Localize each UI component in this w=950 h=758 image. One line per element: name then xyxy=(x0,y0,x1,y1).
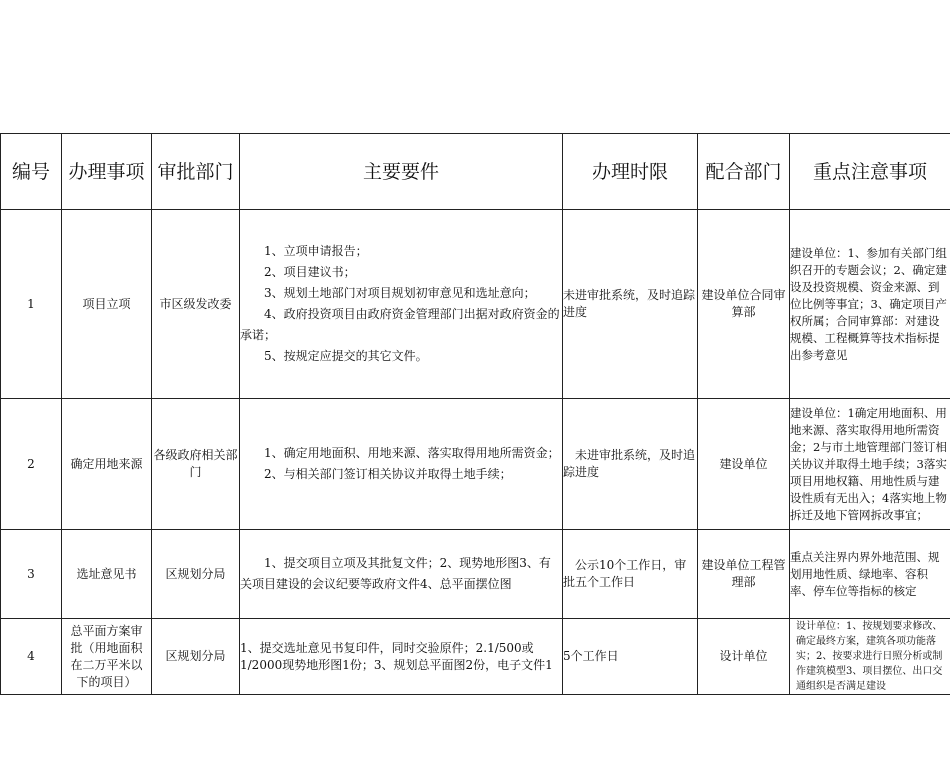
table-row xyxy=(1,530,950,619)
row-time: 5个工作日 xyxy=(563,619,698,695)
row-num: 3 xyxy=(1,530,62,619)
doc-line: 3、规划土地部门对项目规划初审意见和选址意向； xyxy=(264,286,536,300)
row-item: 总平面方案审批（用地面积在二万平米以下的项目） xyxy=(62,619,152,695)
row-dept: 区规划分局 xyxy=(152,619,240,695)
doc-line: 1、提交选址意见书复印件，同时交验原件；2.1/500或1/2000现势地形图1份；3、规划总平面图2份，电子文件1 xyxy=(240,640,553,672)
doc-line: 1、立项申请报告； xyxy=(264,244,368,258)
header-dept: 审批部门 xyxy=(152,134,240,210)
header-time: 办理时限 xyxy=(563,134,698,210)
table-row xyxy=(1,210,950,399)
header-item: 办理事项 xyxy=(62,134,152,210)
row-dept: 市区级发改委 xyxy=(152,210,240,399)
row-docs xyxy=(240,399,563,530)
doc-line: 2、项目建议书； xyxy=(264,265,356,279)
row-docs xyxy=(240,619,563,695)
row-notes: 建设单位：1确定用地面积、用地来源、落实取得用地所需资金；2与市土地管理部门签订相关协议并取得土地手续；3落实项目用地权籍、用地性质与建设性质有无出入；4落实地上物拆迁及地下管网拆改事宜； xyxy=(790,399,950,530)
doc-line: 1、确定用地面积、用地来源、落实取得用地所需资金； xyxy=(264,446,560,460)
doc-line: 4、政府投资项目由政府资金管理部门出据对政府资金的承诺； xyxy=(240,307,560,342)
row-dept: 区规划分局 xyxy=(152,530,240,619)
row-docs xyxy=(240,210,563,399)
row-coop: 设计单位 xyxy=(698,619,790,695)
row-notes: 建设单位：1、参加有关部门组织召开的专题会议；2、确定建设及投资规模、资金来源、到位比例等事宜；3、确定项目产权所属；合同审算部：对建设规模、工程概算等技术指标提出参考意见 xyxy=(790,210,950,399)
doc-line: 1、提交项目立项及其批复文件；2、现势地形图3、有关项目建设的会议纪要等政府文件4、总平面摆位图 xyxy=(240,556,551,591)
row-item: 确定用地来源 xyxy=(62,399,152,530)
row-dept: 各级政府相关部门 xyxy=(152,399,240,530)
row-docs xyxy=(240,530,563,619)
approval-table xyxy=(0,133,950,695)
doc-line: 5、按规定应提交的其它文件。 xyxy=(264,349,428,363)
header-notes: 重点注意事项 xyxy=(790,134,950,210)
row-coop: 建设单位合同审算部 xyxy=(698,210,790,399)
row-coop: 建设单位 xyxy=(698,399,790,530)
row-time: 未进审批系统，及时追踪进度 xyxy=(563,210,698,399)
row-time: 未进审批系统，及时追踪进度 xyxy=(563,399,698,530)
row-notes: 重点关注界内界外地范围、规划用地性质、绿地率、容积率、停车位等指标的核定 xyxy=(790,530,950,619)
row-notes: 设计单位：1、按规划要求修改、确定最终方案，建筑各项功能落实；2、按要求进行日照分析或制作建筑模型3、项目摆位、出口交通组织是否满足建设 xyxy=(790,619,950,695)
row-num: 2 xyxy=(1,399,62,530)
row-coop: 建设单位工程管理部 xyxy=(698,530,790,619)
header-docs: 主要要件 xyxy=(240,134,563,210)
doc-line: 2、与相关部门签订相关协议并取得土地手续； xyxy=(264,467,512,481)
row-num: 1 xyxy=(1,210,62,399)
header-row xyxy=(1,134,950,210)
row-item: 项目立项 xyxy=(62,210,152,399)
row-time: 公示10个工作日，审批五个工作日 xyxy=(563,530,698,619)
row-num: 4 xyxy=(1,619,62,695)
row-item: 选址意见书 xyxy=(62,530,152,619)
header-coop: 配合部门 xyxy=(698,134,790,210)
header-num: 编号 xyxy=(1,134,62,210)
table-row xyxy=(1,399,950,530)
table-row xyxy=(1,619,950,695)
